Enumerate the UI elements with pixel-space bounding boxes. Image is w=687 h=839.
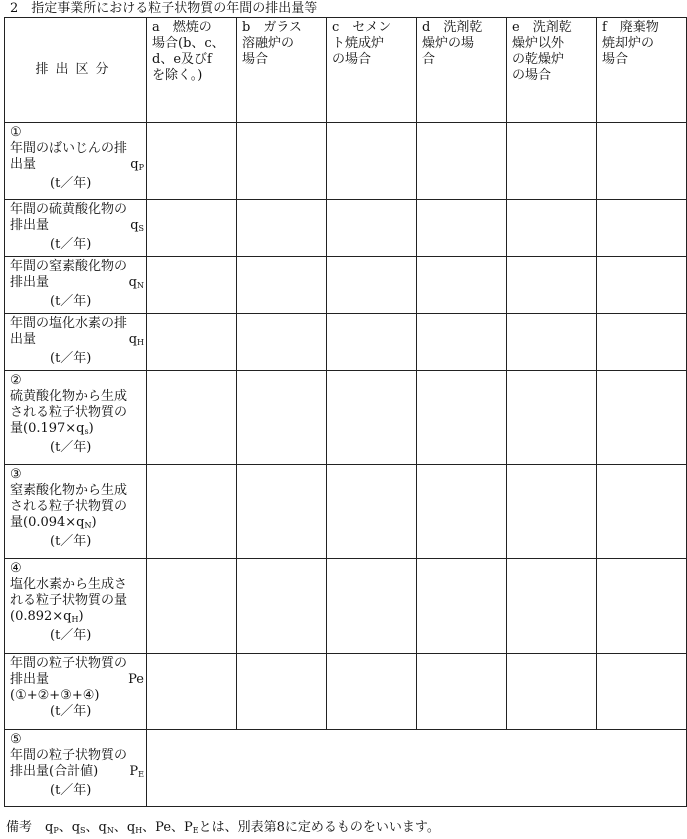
- col-header-b: b ガラス 溶融炉の 場合: [237, 18, 327, 123]
- table-row: [5, 314, 687, 371]
- table-row: [5, 559, 687, 654]
- row-label-from-hcl: ④ 塩化水素から生成さ れる粒子状物質の量 $(0.892\times q_H)$ (t／年): [5, 559, 147, 654]
- footnote: 備考 $q_P$、$q_S$、$q_N$、$q_H$、Pe、$P_E$とは、別表第8に定めるものをいいます。: [6, 820, 440, 835]
- table-row: [5, 654, 687, 730]
- col-header-e: e 洗剤乾 燥炉以外 の乾燥炉 の場合: [507, 18, 597, 123]
- row-label-from-sox: ② 硫黄酸化物から生成 される粒子状物質の 量$(0.197\times q_s)$ (t／年): [5, 371, 147, 465]
- col-header-d: d 洗剤乾 燥炉の場 合: [417, 18, 507, 123]
- table-row: [5, 371, 687, 465]
- col-header-a: a 燃焼の 場合(b、c、 d、e及びf を除く。): [147, 18, 237, 123]
- col-header-c: c セメン ト焼成炉 の場合: [327, 18, 417, 123]
- sum-value-cell: [147, 730, 687, 807]
- row-label-nox: 年間の窒素酸化物の 排出量 $q_N$ (t／年): [5, 257, 147, 314]
- row-label-sox: 年間の硫黄酸化物の 排出量 $q_S$ (t／年): [5, 200, 147, 257]
- table-row: [5, 257, 687, 314]
- row-label-dust: ① 年間のばいじんの排 出量 $q_P$ (t／年): [5, 123, 147, 200]
- header-row: [5, 18, 687, 123]
- table-row: [5, 200, 687, 257]
- table-row: [5, 730, 687, 807]
- row-label-particulate-total: 年間の粒子状物質の 排出量 Pe (①+②+③+④) (t／年): [5, 654, 147, 730]
- row-label-from-nox: ③ 窒素酸化物から生成 される粒子状物質の 量$(0.094\times q_N)$ (t／年): [5, 465, 147, 559]
- table-row: [5, 465, 687, 559]
- table-row: [5, 123, 687, 200]
- row-label-hcl: 年間の塩化水素の排 出量 $q_H$ (t／年): [5, 314, 147, 371]
- row-label-sum: ⑤ 年間の粒子状物質の 排出量(合計値) $P_E$ (t／年): [5, 730, 147, 807]
- section-title: 2 指定事業所における粒子状物質の年間の排出量等: [10, 1, 318, 16]
- col-header-f: f 廃棄物 焼却炉の 場合: [597, 18, 687, 123]
- emission-table: [4, 17, 687, 807]
- header-label: 排出区分: [5, 18, 147, 123]
